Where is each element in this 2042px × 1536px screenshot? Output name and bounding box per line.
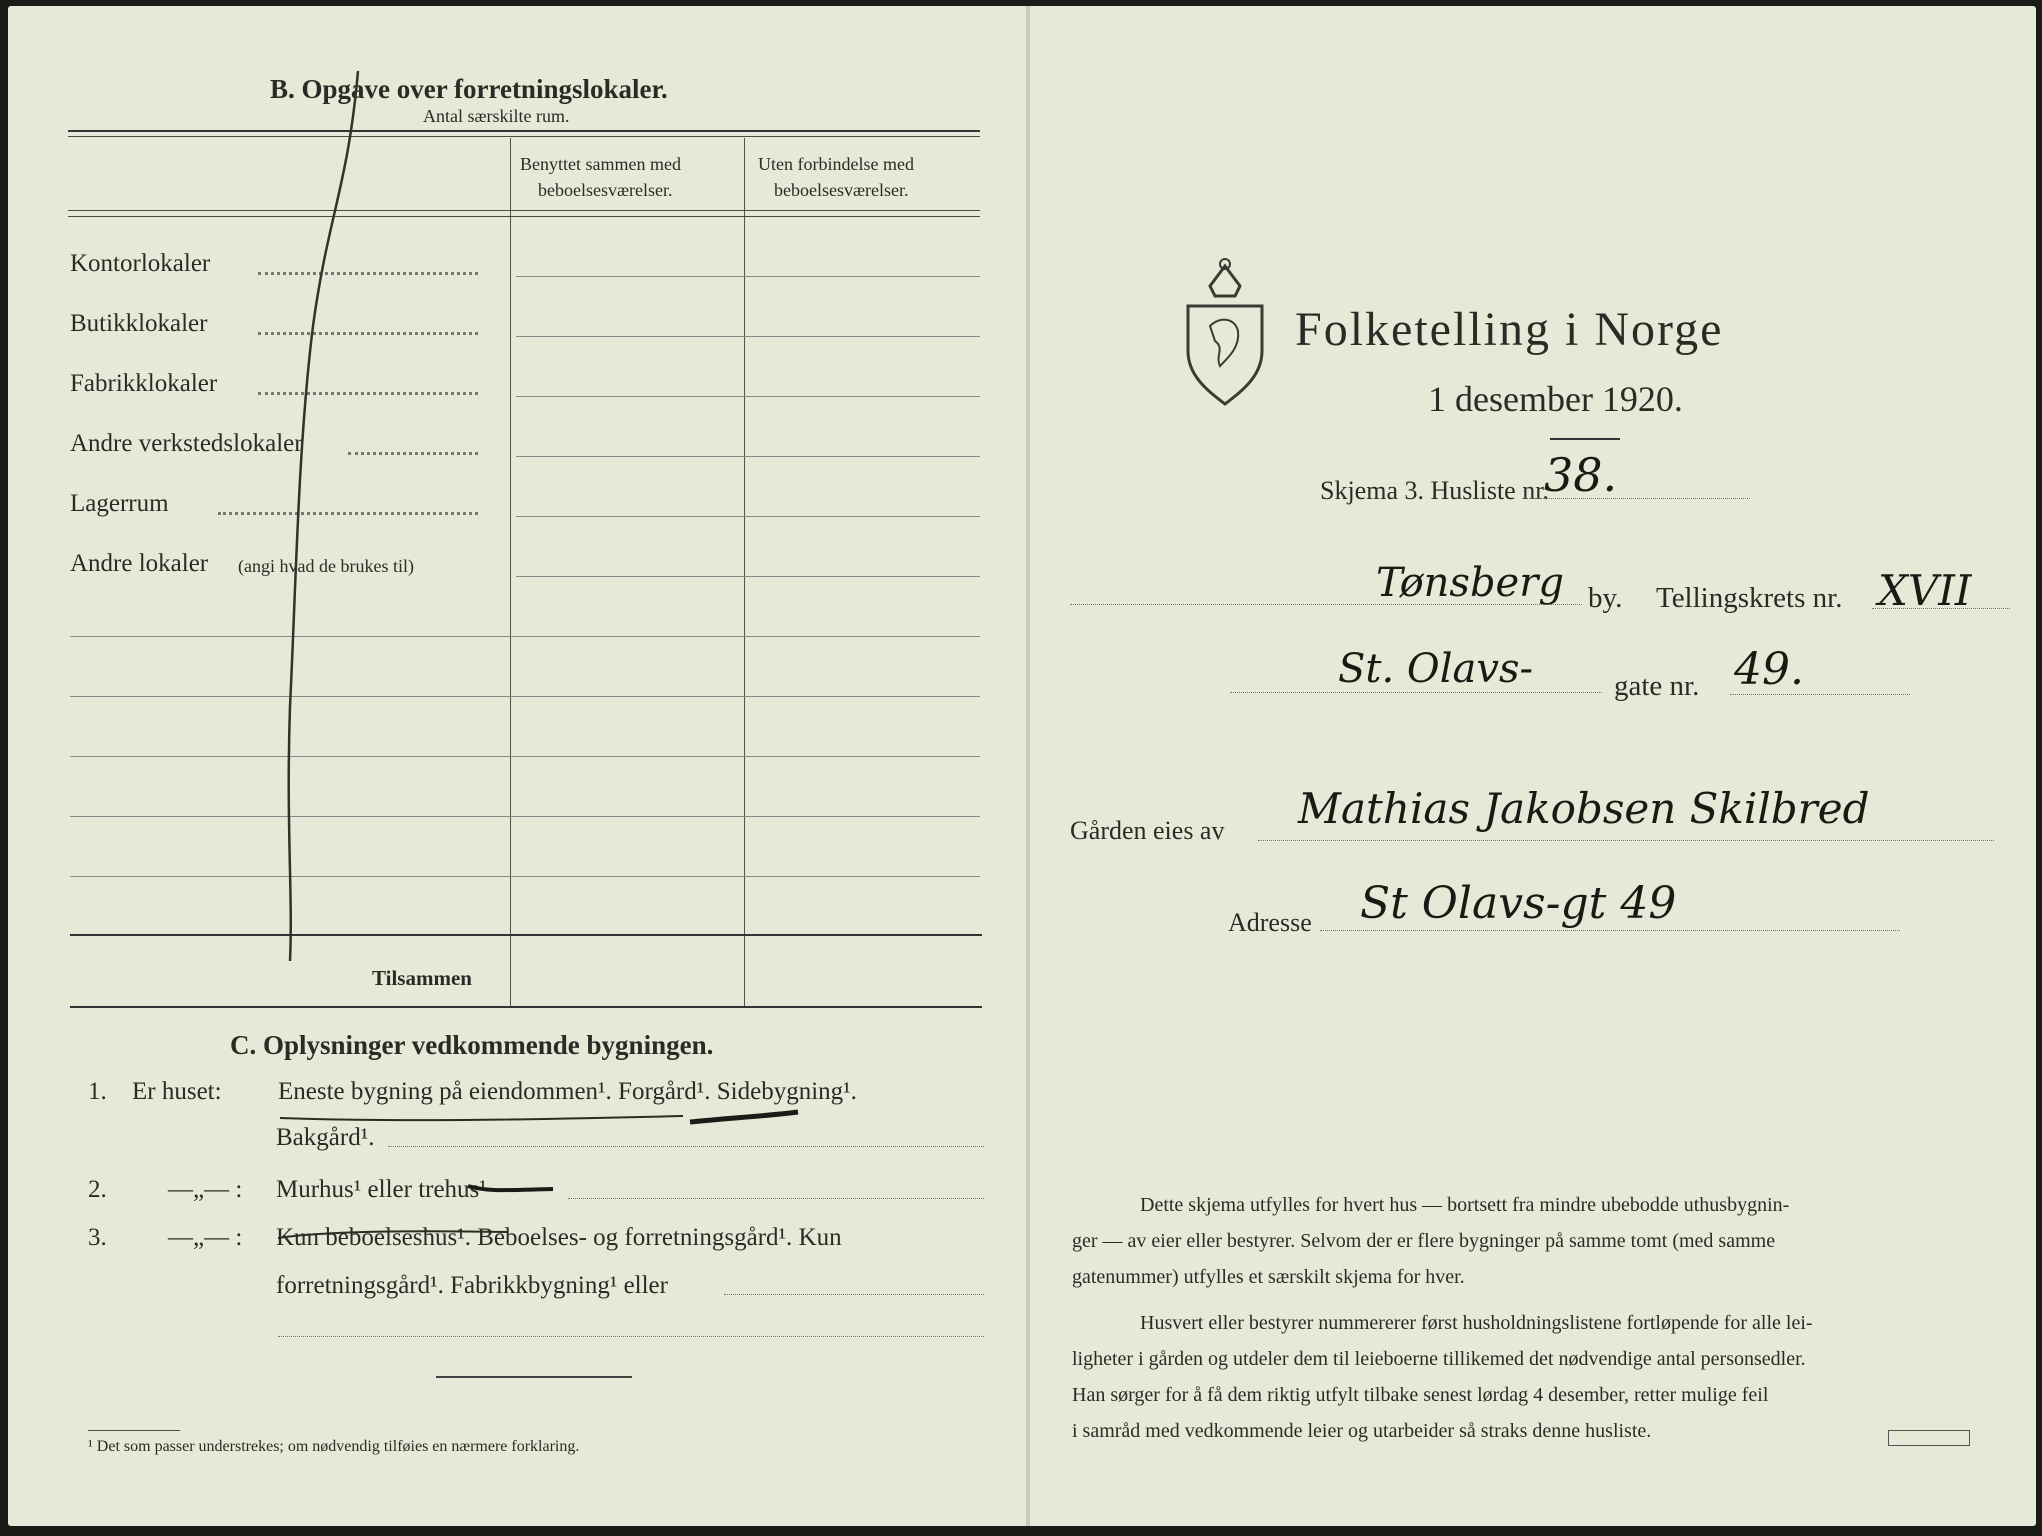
q3-options: Kun beboelseshus¹. Beboelses- og forretningsgård¹. Kun — [276, 1224, 842, 1251]
left-page — [8, 6, 1028, 1526]
section-b-subtitle: Antal særskilte rum. — [423, 106, 570, 126]
address-label: Adresse — [1228, 908, 1312, 937]
printer-stamp — [1888, 1430, 1970, 1446]
row-butikklokaler: Butikklokaler — [70, 310, 208, 337]
section-b-title: B. Opgave over forretningslokaler. — [270, 74, 668, 104]
col1-header-line2: beboelsesværelser. — [538, 180, 673, 200]
col1-header-line1: Benyttet sammen med — [520, 154, 681, 174]
instructions-line-5: ligheter i gården og utdeler dem til leieboerne tillikemed det nødvendige antal personsedler. — [1072, 1348, 1806, 1370]
handwritten-underlines — [278, 1086, 998, 1266]
census-form-sheet — [8, 6, 2036, 1526]
col2-header-line2: beboelsesværelser. — [774, 180, 909, 200]
instructions-line-7: i samråd med vedkommende leier og utarbeider så straks denne husliste. — [1072, 1420, 1652, 1442]
row-andre-verkstedslokaler: Andre verkstedslokaler — [70, 430, 303, 457]
q2-label: —„— : — [168, 1176, 243, 1203]
row-andre-lokaler-note: (angi hvad de brukes til) — [238, 556, 414, 576]
town-label: by. — [1588, 582, 1623, 614]
street-name[interactable]: St. Olavs- — [1338, 646, 1533, 692]
instructions-line-1: Dette skjema utfylles for hvert hus — bortsett fra mindre ubebodde uthusbygnin- — [1140, 1194, 1790, 1216]
q1-number: 1. — [88, 1078, 107, 1105]
krets-label: Tellingskrets nr. — [1656, 582, 1843, 614]
husliste-label: Skjema 3. Husliste nr. — [1320, 476, 1549, 505]
section-c-title: C. Oplysninger vedkommende bygningen. — [230, 1030, 714, 1060]
q3-options-line2: forretningsgård¹. Fabrikkbygning¹ eller — [276, 1272, 668, 1299]
q2-options: Murhus¹ eller trehus¹ — [276, 1176, 487, 1203]
street-number[interactable]: 49. — [1734, 644, 1804, 695]
owner-label: Gården eies av — [1070, 816, 1225, 845]
instructions-line-2: ger — av eier eller bestyrer. Selvom der er flere bygninger på samme tomt (med samme — [1072, 1230, 1776, 1252]
q1-options: Eneste bygning på eiendommen¹. Forgård¹. Sidebygning¹. — [278, 1078, 857, 1105]
town-name[interactable]: Tønsberg — [1376, 560, 1564, 606]
total-label: Tilsammen — [372, 966, 472, 990]
form-date: 1 desember 1920. — [1428, 379, 1683, 419]
col2-header-line1: Uten forbindelse med — [758, 154, 914, 174]
q3-number: 3. — [88, 1224, 107, 1251]
owner-name[interactable]: Mathias Jakobsen Skilbred — [1298, 784, 1870, 833]
instructions-line-4: Husvert eller bestyrer nummererer først husholdningslistene fortløpende for alle lei- — [1140, 1312, 1813, 1334]
row-andre-lokaler: Andre lokaler — [70, 550, 209, 577]
q1-label: Er huset: — [132, 1078, 222, 1105]
footnote: ¹ Det som passer understrekes; om nødvendig tilføies en nærmere forklaring. — [88, 1438, 580, 1455]
q1-options-line2: Bakgård¹. — [276, 1124, 375, 1151]
row-fabrikklokaler: Fabrikklokaler — [70, 370, 218, 397]
q2-number: 2. — [88, 1176, 107, 1203]
row-kontorlokaler: Kontorlokaler — [70, 250, 211, 277]
owner-address[interactable]: St Olavs-gt 49 — [1360, 878, 1677, 929]
form-title: Folketelling i Norge — [1295, 303, 1724, 356]
krets-number[interactable]: XVII — [1878, 566, 1972, 615]
husliste-number[interactable]: 38. — [1544, 448, 1618, 502]
row-lagerrum: Lagerrum — [70, 490, 169, 517]
coat-of-arms-icon — [1180, 256, 1270, 406]
instructions-line-3: gatenummer) utfylles et særskilt skjema for hver. — [1072, 1266, 1465, 1288]
q3-label: —„— : — [168, 1224, 243, 1251]
pen-stroke-mark — [268, 66, 388, 966]
instructions-line-6: Han sørger for å få dem riktig utfylt tilbake senest lørdag 4 desember, retter mulige feil — [1072, 1384, 1769, 1406]
right-page — [1030, 6, 2036, 1526]
street-label: gate nr. — [1614, 670, 1700, 702]
